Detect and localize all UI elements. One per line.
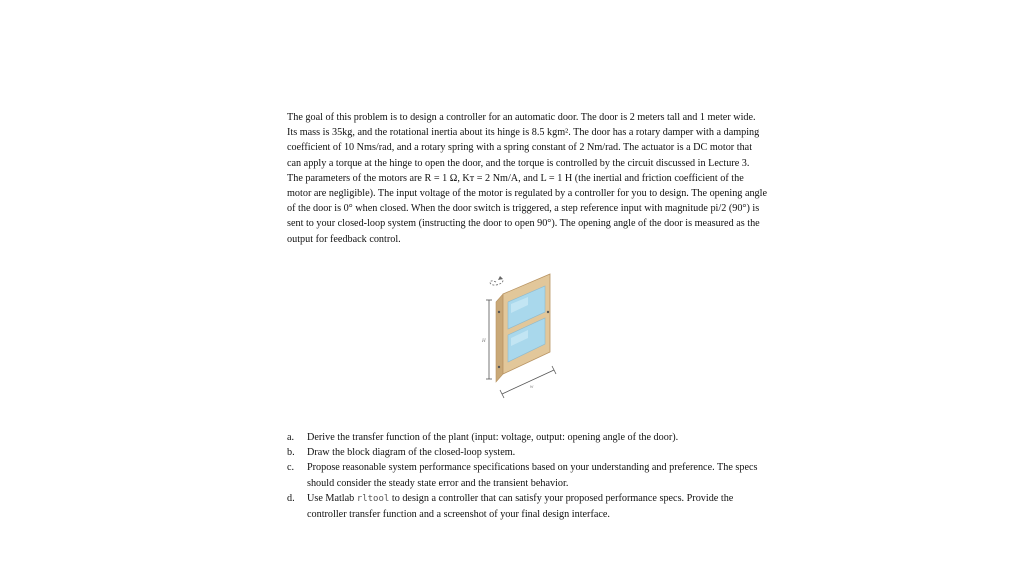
width-dimension-tick-right (552, 366, 556, 374)
question-list (287, 430, 767, 522)
door-handle-icon (547, 311, 549, 313)
question-text: Propose reasonable system performance specifications based on your understanding and preference. The specs should consider the steady state error and the transient behavior. (307, 462, 758, 489)
code-rltool: rltool (356, 493, 390, 504)
door-illustration (478, 272, 568, 412)
question-text-before: Use Matlab (307, 492, 357, 504)
question-marker: b. (287, 447, 295, 459)
door-edge (496, 294, 503, 382)
width-label: w (530, 385, 534, 390)
rotation-arrowhead-icon (498, 276, 503, 280)
question-text (307, 491, 767, 522)
question-text-after: to design a controller that can satisfy your proposed performance specs. Provide the controller transfer function and a screenshot of your final design interface. (307, 492, 734, 521)
problem-statement: The goal of this problem is to design a controller for an automatic door. The door is 2 meters tall and 1 meter wide. Its mass is 35kg, and the rotational inertia about its hinge is 8.5 kgm². The door has a rotary damper with a damping coefficient of 10 Nms/rad, and a rotary spring with a spring constant of 2 Nm/rad. The actuator is a DC motor that can apply a torque at the hinge to open the door, and the torque is controlled by the circuit discussed in Lecture 3. The parameters of the motors are R = 1 Ω, Kᴛ = 2 Nm/A, and L = 1 H (the inertial and friction coefficient of the motor are negligible). The input voltage of the motor is regulated by a controller for you to design. The opening angle of the door is 0° when closed. When the door switch is triggered, a step reference input with magnitude pi/2 (90°) is sent to your closed-loop system (instructing the door to open 90°). The opening angle of the door is measured as the output for feedback control. (287, 112, 768, 245)
question-marker: a. (287, 432, 295, 443)
width-dimension-tick-left (500, 390, 504, 398)
question-marker: c. (287, 462, 295, 474)
question-item (287, 445, 767, 460)
question-item (287, 460, 767, 490)
door-figure (478, 272, 568, 412)
hinge-icon (498, 311, 500, 313)
height-label: H (482, 339, 486, 344)
question-item (287, 430, 767, 445)
width-dimension-line (502, 370, 554, 394)
question-item (287, 491, 767, 522)
question-marker: d. (287, 492, 295, 504)
question-text: Derive the transfer function of the plant (input: voltage, output: opening angle of the door). (307, 432, 679, 443)
hinge-icon (498, 366, 500, 368)
question-text: Draw the block diagram of the closed-loop system. (307, 447, 516, 459)
